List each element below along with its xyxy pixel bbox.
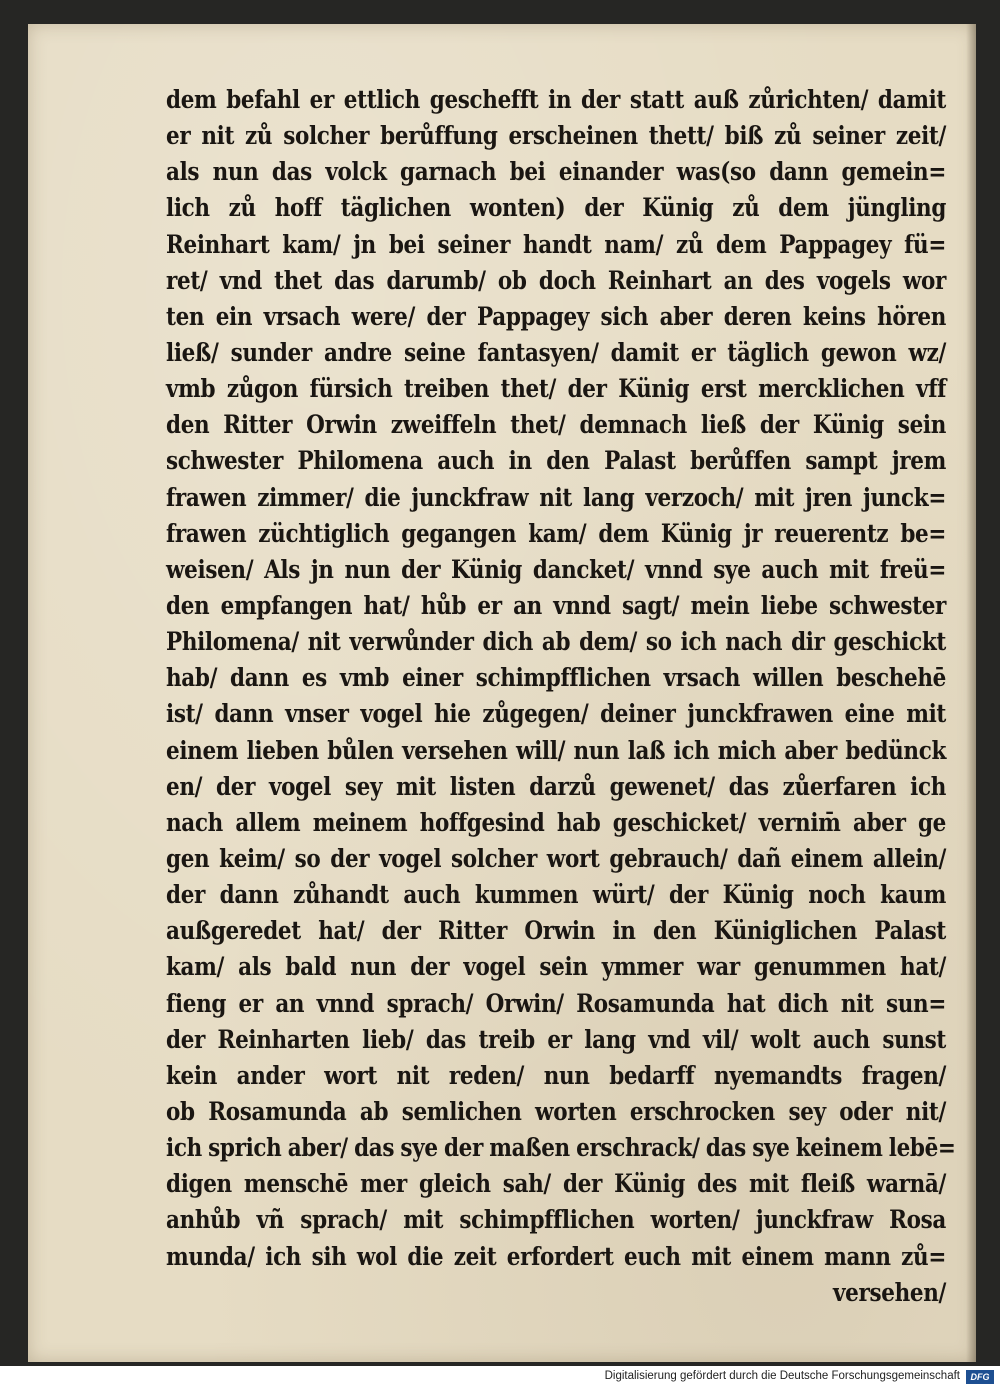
text-line: munda/ ich sih wol die zeit erfordert euch mit einem mann zů= — [166, 1241, 947, 1271]
text-line: versehen/ — [833, 1277, 947, 1307]
text-line: als nun das volck garnach bei einander was(so dann gemein= — [166, 157, 947, 187]
text-line: ist/ dann vnser vogel hie zůgegen/ deiner junckfrawen eine mit — [166, 699, 947, 729]
text-line: ten ein vrsach were/ der Pappagey sich aber deren keins hören — [166, 301, 947, 331]
text-line: ob Rosamunda ab semlichen worten erschrocken sey oder nit/ — [166, 1096, 947, 1126]
dfg-logo: DFG — [966, 1370, 994, 1384]
text-line: frawen züchtiglich gegangen kam/ dem Künig jr reuerentz be= — [166, 518, 947, 548]
text-line: nach allem meinem hoffgesind hab geschicket/ vernim̄ aber ge — [166, 807, 947, 837]
text-line: anhůb vñ sprach/ mit schimpfflichen worten/ junckfraw Rosa — [166, 1205, 947, 1235]
text-line: schwester Philomena auch in den Palast berůffen sampt jrem — [166, 446, 947, 476]
text-line: ich sprich aber/ das sye der maßen erschrack/ das sye keinem lebē= — [166, 1133, 956, 1163]
footer-bar — [0, 1366, 1000, 1388]
text-line: der Reinharten lieb/ das treib er lang vnd vil/ wolt auch sunst — [166, 1024, 947, 1054]
text-line: weisen/ Als jn nun der Künig dancket/ vnnd sye auch mit freü= — [166, 554, 947, 584]
text-line: fieng er an vnnd sprach/ Orwin/ Rosamunda hat dich nit sun= — [166, 988, 947, 1018]
text-line: einem lieben bůlen versehen will/ nun laß ich mich aber bedünck — [166, 735, 947, 765]
text-line: der dann zůhandt auch kummen würt/ der Künig noch kaum — [166, 880, 947, 910]
book-page — [28, 24, 976, 1362]
text-line: kam/ als bald nun der vogel sein ymmer war genummen hat/ — [166, 952, 947, 982]
text-line: frawen zimmer/ die junckfraw nit lang verzoch/ mit jren junck= — [166, 482, 947, 512]
page-text-block — [166, 82, 956, 1311]
text-line: vmb zůgon fürsich treiben thet/ der Künig erst mercklichen vff — [166, 374, 947, 404]
text-line: ret/ vnd thet das darumb/ ob doch Reinhart an des vogels wor — [166, 265, 947, 295]
footer-credit-text: Digitalisierung gefördert durch die Deutsche Forschungsgemeinschaft — [604, 1370, 960, 1382]
text-line: gen keim/ so der vogel solcher wort gebrauch/ dañ einem allein/ — [166, 843, 947, 873]
text-line: Philomena/ nit verwůnder dich ab dem/ so ich nach dir geschickt — [166, 627, 947, 657]
text-line: en/ der vogel sey mit listen darzů gewenet/ das zůerfaren ich — [166, 771, 947, 801]
text-line: hab/ dann es vmb einer schimpfflichen vrsach willen beschehē — [166, 663, 947, 693]
text-line: den Ritter Orwin zweiffeln thet/ demnach ließ der Künig sein — [166, 410, 947, 440]
text-line: lich zů hoff täglichen wonten) der Künig zů dem jüngling — [166, 193, 947, 223]
text-line: digen menschē mer gleich sah/ der Künig des mit fleiß warnā/ — [166, 1169, 947, 1199]
text-line: kein ander wort nit reden/ nun bedarff nyemandts fragen/ — [166, 1060, 947, 1090]
text-line: ließ/ sunder andre seine fantasyen/ damit er täglich gewon wz/ — [166, 337, 947, 367]
text-line: Reinhart kam/ jn bei seiner handt nam/ zů dem Pappagey fü= — [166, 229, 947, 259]
text-line: er nit zů solcher berůffung erscheinen thett/ biß zů seiner zeit/ — [166, 121, 947, 151]
text-line: dem befahl er ettlich geschefft in der statt auß zůrichten/ damit — [166, 85, 947, 114]
text-line: den empfangen hat/ hůb er an vnnd sagt/ mein liebe schwester — [166, 590, 947, 620]
text-line: außgeredet hat/ der Ritter Orwin in den Küniglichen Palast — [166, 916, 947, 946]
